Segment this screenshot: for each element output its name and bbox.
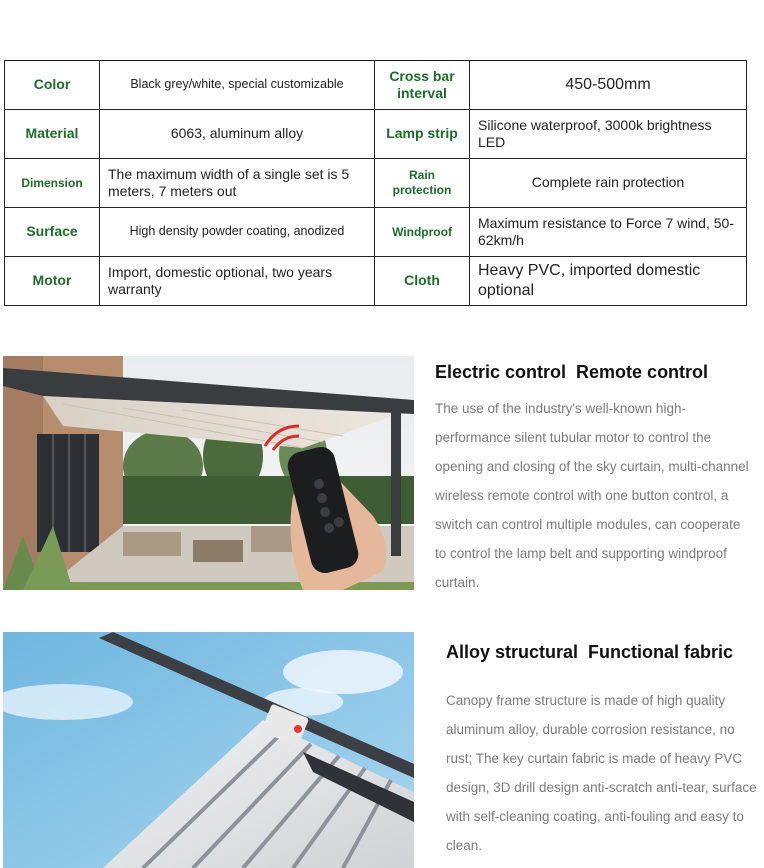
spec-value-surface: High density powder coating, anodized	[100, 208, 375, 257]
table-row	[5, 257, 747, 306]
spec-value-dimension: The maximum width of a single set is 5 meters, 7 meters out	[100, 159, 375, 208]
table-row	[5, 208, 747, 257]
feature-description: Canopy frame structure is made of high quality aluminum alloy, durable corrosion resistance, no rust; The key curtain fabric is made of heavy PVC design, 3D drill design anti-scratch anti-tear, surface with self-cleaning coating, anti-fouling and easy to clean.	[446, 693, 757, 853]
spec-table	[4, 60, 747, 306]
pergola-remote-control-photo	[3, 356, 414, 590]
pergola-fabric-detail-photo	[3, 632, 414, 868]
table-row	[5, 110, 747, 159]
spec-label-dimension: Dimension	[5, 159, 100, 208]
spec-label-color: Color	[5, 61, 100, 110]
spec-value-windproof: Maximum resistance to Force 7 wind, 50-62km/h	[470, 208, 747, 257]
spec-label-motor: Motor	[5, 257, 100, 306]
spec-value-cloth: Heavy PVC, imported domestic optional	[470, 257, 747, 306]
feature-remote-control	[0, 356, 764, 596]
table-row	[5, 159, 747, 208]
spec-value-motor: Import, domestic optional, two years warranty	[100, 257, 375, 306]
spec-value-cross-bar-interval: 450-500mm	[470, 61, 747, 110]
spec-label-cross-bar-interval: Cross bar interval	[375, 61, 470, 110]
feature-title: Electric control Remote control	[435, 362, 709, 382]
spec-label-rain-protection: Rain protection	[375, 159, 470, 208]
spec-value-material: 6063, aluminum alloy	[100, 110, 375, 159]
feature-alloy-fabric	[0, 632, 764, 868]
spec-label-lamp-strip: Lamp strip	[375, 110, 470, 159]
spec-label-windproof: Windproof	[375, 208, 470, 257]
spec-value-rain-protection: Complete rain protection	[470, 159, 747, 208]
spec-label-surface: Surface	[5, 208, 100, 257]
spec-value-color: Black grey/white, special customizable	[100, 61, 375, 110]
spec-label-cloth: Cloth	[375, 257, 470, 306]
spec-value-lamp-strip: Silicone waterproof, 3000k brightness LED	[470, 110, 747, 159]
spec-label-material: Material	[5, 110, 100, 159]
table-row	[5, 61, 747, 110]
feature-description: The use of the industry's well-known high-performance silent tubular motor to control the opening and closing of the sky curtain, multi-channel wireless remote control with one button control, a switch can control multiple modules, can cooperate to control the lamp belt and supporting windproof curtain.	[435, 401, 749, 590]
feature-title: Alloy structural Functional fabric	[446, 642, 734, 662]
